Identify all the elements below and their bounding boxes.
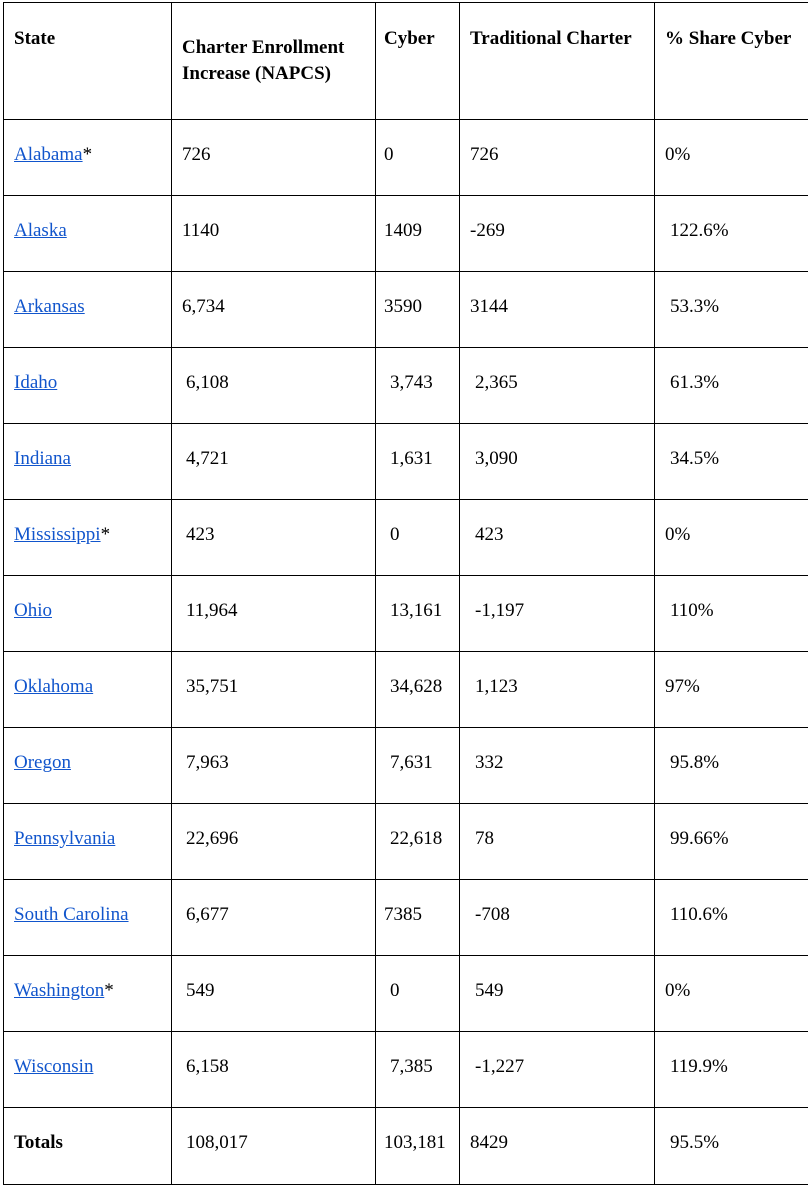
state-cell <box>4 272 172 348</box>
traditional-cell: 332 <box>460 728 655 804</box>
totals-traditional: 8429 <box>460 1108 655 1185</box>
traditional-cell: 3,090 <box>460 424 655 500</box>
state-link[interactable]: Oregon <box>14 752 71 773</box>
share-cell: 0% <box>655 500 808 576</box>
totals-cyber: 103,181 <box>376 1108 460 1185</box>
table-row <box>4 424 808 500</box>
cyber-cell: 7,385 <box>376 1032 460 1108</box>
table-row <box>4 272 808 348</box>
enrollment-cell: 423 <box>172 500 376 576</box>
traditional-cell: -1,227 <box>460 1032 655 1108</box>
share-cell: 122.6% <box>655 196 808 272</box>
state-link[interactable]: South Carolina <box>14 904 129 925</box>
share-cell: 110% <box>655 576 808 652</box>
cyber-cell: 1409 <box>376 196 460 272</box>
state-cell <box>4 196 172 272</box>
cyber-cell: 0 <box>376 120 460 196</box>
footnote-marker: * <box>100 524 111 545</box>
table-row <box>4 880 808 956</box>
charter-enrollment-table <box>3 2 808 1185</box>
cyber-cell: 13,161 <box>376 576 460 652</box>
state-link[interactable]: Alabama <box>14 144 83 165</box>
state-link[interactable]: Mississippi <box>14 524 101 545</box>
share-cell: 61.3% <box>655 348 808 424</box>
state-cell <box>4 652 172 728</box>
state-link[interactable]: Oklahoma <box>14 676 94 697</box>
state-link[interactable]: Pennsylvania <box>14 828 116 849</box>
totals-share: 95.5% <box>655 1108 808 1185</box>
table-row <box>4 500 808 576</box>
state-cell <box>4 500 172 576</box>
state-cell <box>4 956 172 1032</box>
table-row <box>4 652 808 728</box>
state-cell <box>4 120 172 196</box>
share-cell: 53.3% <box>655 272 808 348</box>
table-row <box>4 804 808 880</box>
state-link[interactable]: Indiana <box>14 448 71 469</box>
traditional-cell: 726 <box>460 120 655 196</box>
state-link[interactable]: Alaska <box>14 220 67 241</box>
cyber-cell: 34,628 <box>376 652 460 728</box>
traditional-cell: 549 <box>460 956 655 1032</box>
header-enrollment: Charter Enrollment Increase (NAPCS) <box>172 3 376 120</box>
share-cell: 97% <box>655 652 808 728</box>
header-cyber: Cyber <box>376 3 460 120</box>
share-cell: 110.6% <box>655 880 808 956</box>
state-link[interactable]: Washington <box>14 980 105 1001</box>
state-cell <box>4 1032 172 1108</box>
state-link[interactable]: Wisconsin <box>14 1056 94 1077</box>
traditional-cell: -269 <box>460 196 655 272</box>
table-row <box>4 956 808 1032</box>
enrollment-cell: 6,158 <box>172 1032 376 1108</box>
share-cell: 0% <box>655 956 808 1032</box>
enrollment-cell: 11,964 <box>172 576 376 652</box>
cyber-cell: 7385 <box>376 880 460 956</box>
state-cell <box>4 576 172 652</box>
footnote-marker: * <box>82 144 93 165</box>
totals-enrollment: 108,017 <box>172 1108 376 1185</box>
traditional-cell: 2,365 <box>460 348 655 424</box>
cyber-cell: 1,631 <box>376 424 460 500</box>
state-cell <box>4 424 172 500</box>
table-row <box>4 728 808 804</box>
traditional-cell: 423 <box>460 500 655 576</box>
header-share: % Share Cyber <box>655 3 808 120</box>
header-traditional: Traditional Charter <box>460 3 655 120</box>
enrollment-cell: 6,677 <box>172 880 376 956</box>
enrollment-cell: 549 <box>172 956 376 1032</box>
share-cell: 34.5% <box>655 424 808 500</box>
enrollment-cell: 6,108 <box>172 348 376 424</box>
enrollment-cell: 4,721 <box>172 424 376 500</box>
share-cell: 99.66% <box>655 804 808 880</box>
cyber-cell: 0 <box>376 956 460 1032</box>
share-cell: 119.9% <box>655 1032 808 1108</box>
state-link[interactable]: Ohio <box>14 600 52 621</box>
enrollment-cell: 6,734 <box>172 272 376 348</box>
header-state: State <box>4 3 172 120</box>
state-link[interactable]: Arkansas <box>14 296 85 317</box>
header-row <box>4 3 808 120</box>
traditional-cell: 3144 <box>460 272 655 348</box>
table-row <box>4 120 808 196</box>
traditional-cell: -708 <box>460 880 655 956</box>
traditional-cell: 78 <box>460 804 655 880</box>
cyber-cell: 0 <box>376 500 460 576</box>
footnote-marker: * <box>104 980 114 1001</box>
totals-label: Totals <box>4 1108 172 1185</box>
totals-row <box>4 1108 808 1185</box>
cyber-cell: 22,618 <box>376 804 460 880</box>
table-row <box>4 348 808 424</box>
state-cell <box>4 348 172 424</box>
table-row <box>4 196 808 272</box>
traditional-cell: -1,197 <box>460 576 655 652</box>
cyber-cell: 3590 <box>376 272 460 348</box>
enrollment-cell: 726 <box>172 120 376 196</box>
share-cell: 0% <box>655 120 808 196</box>
state-link[interactable]: Idaho <box>14 372 58 393</box>
enrollment-cell: 1140 <box>172 196 376 272</box>
enrollment-cell: 22,696 <box>172 804 376 880</box>
state-cell <box>4 804 172 880</box>
cyber-cell: 3,743 <box>376 348 460 424</box>
enrollment-cell: 7,963 <box>172 728 376 804</box>
enrollment-cell: 35,751 <box>172 652 376 728</box>
share-cell: 95.8% <box>655 728 808 804</box>
table-row <box>4 1032 808 1108</box>
traditional-cell: 1,123 <box>460 652 655 728</box>
state-cell <box>4 728 172 804</box>
state-cell <box>4 880 172 956</box>
table-row <box>4 576 808 652</box>
cyber-cell: 7,631 <box>376 728 460 804</box>
